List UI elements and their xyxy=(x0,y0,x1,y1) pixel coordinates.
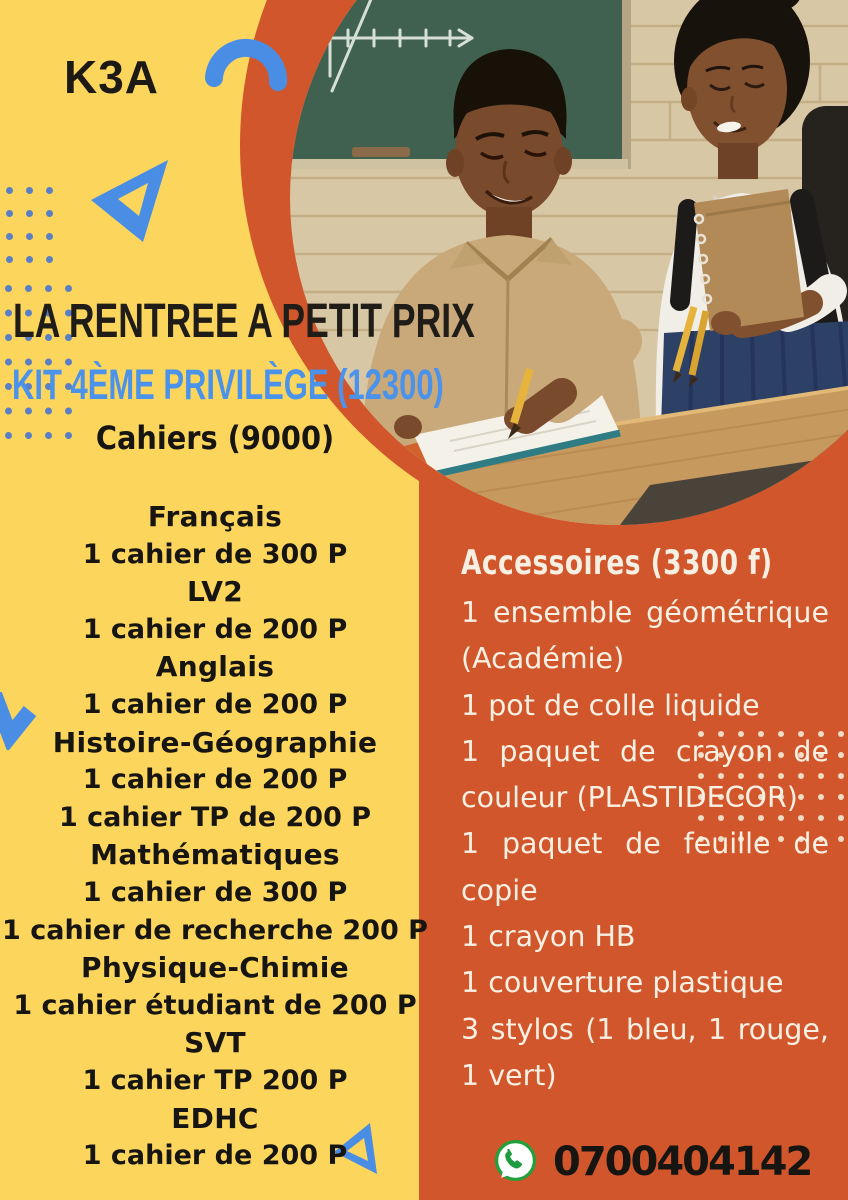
accessory-item-line: 1 ensemble géométrique xyxy=(461,596,829,629)
set-square-triangle-icon xyxy=(88,155,180,251)
subject-item: 1 cahier de 200 P xyxy=(82,764,348,796)
subject-name: SVT xyxy=(184,1026,246,1060)
page-title: LA RENTREE A PETIT PRIX xyxy=(13,295,475,348)
subject-item: 1 cahier de recherche 200 P xyxy=(2,914,428,946)
kit-subtitle: KIT 4ÈME PRIVILÈGE (12300) xyxy=(12,361,444,409)
subject-name: Anglais xyxy=(155,650,275,684)
whatsapp-icon xyxy=(492,1138,539,1185)
accessory-item-line: (Académie) xyxy=(461,642,625,676)
accessory-item-line: copie xyxy=(461,873,538,907)
subject-name: Histoire-Géographie xyxy=(52,725,378,759)
accessory-item-line: 1 couverture plastique xyxy=(461,966,784,1000)
subject-item: 1 cahier étudiant de 200 P xyxy=(13,989,417,1021)
subject-item: 1 cahier de 300 P xyxy=(82,876,348,908)
subject-name: Mathématiques xyxy=(90,838,340,872)
subject-item: 1 cahier TP de 200 P xyxy=(58,801,372,833)
accessories-heading: Accessoires (3300 f) xyxy=(461,543,773,583)
subject-name: LV2 xyxy=(186,575,244,609)
subject-item: 1 cahier de 200 P xyxy=(82,688,348,720)
accessory-item-line: 3 stylos (1 bleu, 1 rouge, xyxy=(461,1012,829,1046)
accessory-item-line: couleur (PLASTIDECOR) xyxy=(461,781,798,815)
subject-name: Français xyxy=(147,500,283,533)
cahiers-heading: Cahiers (9000) xyxy=(95,419,335,457)
accessory-item-line: 1 paquet de crayon de xyxy=(461,734,829,768)
subject-name: Physique-Chimie xyxy=(81,951,349,985)
accessory-item-line: 1 paquet de feuille de xyxy=(461,827,829,861)
contact-row xyxy=(492,1138,811,1185)
subject-item: 1 cahier de 200 P xyxy=(82,613,348,645)
subject-item: 1 cahier de 300 P xyxy=(82,538,348,570)
brand-logo: K3A xyxy=(64,51,160,103)
accessory-item-line: 1 crayon HB xyxy=(461,920,636,954)
subject-item: 1 cahier TP 200 P xyxy=(82,1064,348,1096)
subject-item: 1 cahier de 200 P xyxy=(82,1140,348,1172)
phone-number: 0700404142 xyxy=(553,1138,812,1185)
accessory-item-line: 1 vert) xyxy=(461,1058,557,1092)
arc-squiggle-icon xyxy=(198,16,298,106)
accessory-item-line: 1 pot de colle liquide xyxy=(461,688,760,722)
dot-grid-pattern xyxy=(6,187,53,267)
notebooks-list xyxy=(0,498,430,1175)
subject-name: EDHC xyxy=(171,1101,259,1135)
accessories-list xyxy=(461,590,829,1099)
